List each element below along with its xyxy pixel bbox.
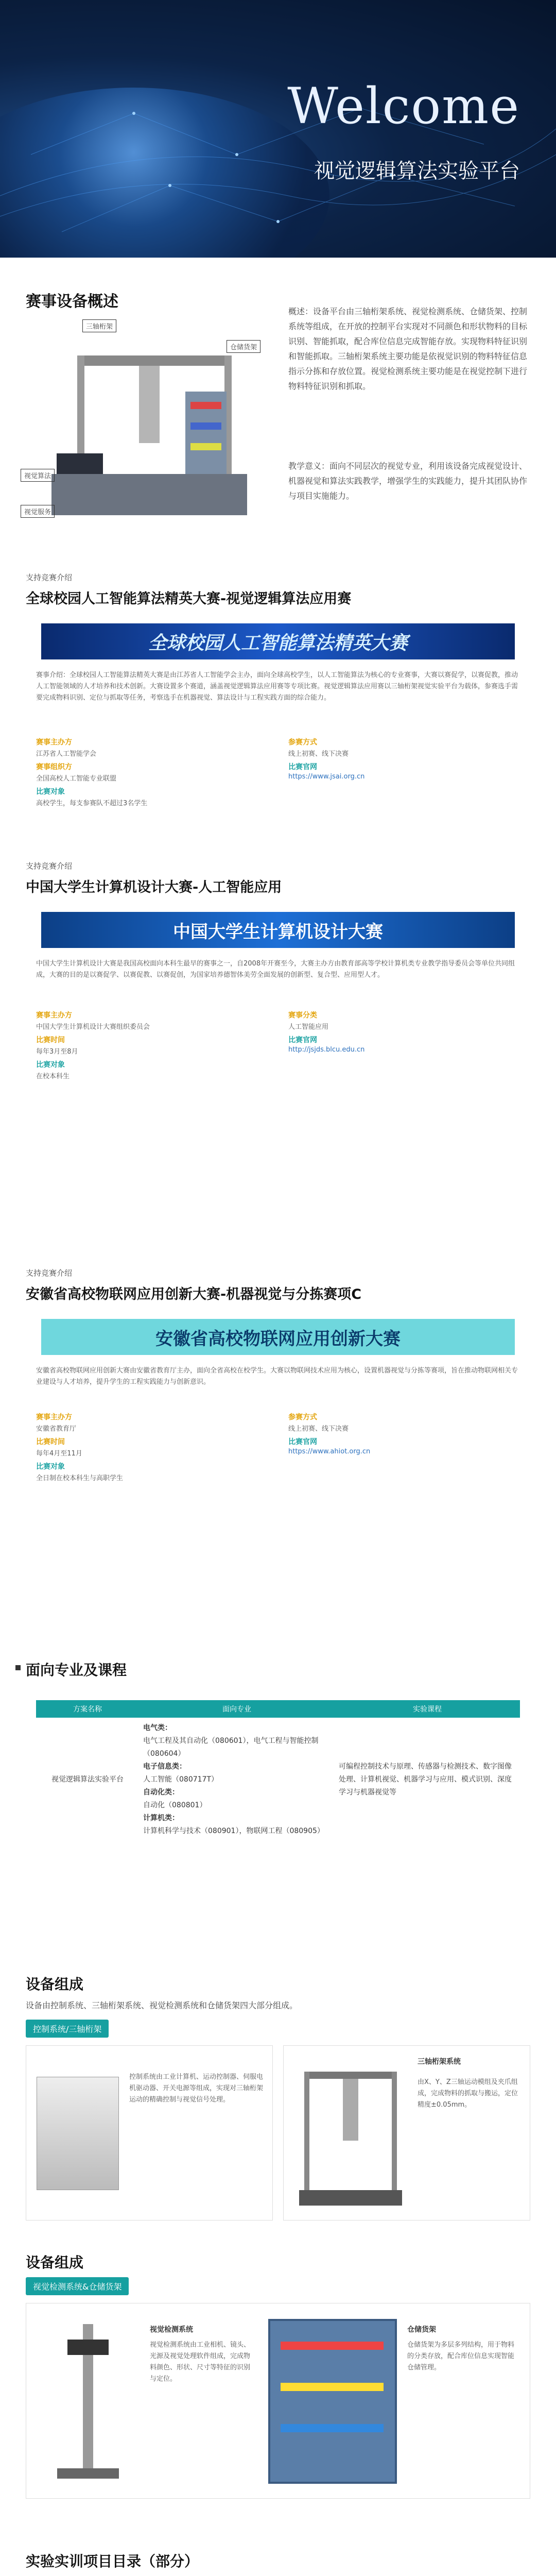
vision-system-image: [37, 2319, 140, 2484]
c1-r1v: 线上初赛、线下决赛: [288, 750, 349, 758]
courses-table: [36, 1700, 520, 1842]
c2-l3: 比赛对象: [36, 1061, 65, 1069]
c1-r1: 参赛方式: [288, 738, 317, 747]
c2-r2: 比赛官网: [288, 1036, 317, 1044]
dev2-desc-1: 视觉检测系统由工业相机、镜头、光源及视觉处理软件组成，完成物料颜色、形状、尺寸等特征的识别与定位。: [150, 2341, 251, 2383]
c1-pre: 支持竞赛介绍: [26, 573, 73, 582]
c1-r2v[interactable]: https://www.jsai.org.cn: [288, 773, 365, 781]
control-box-image: [37, 2077, 119, 2190]
c3-r1v: 线上初赛、线下决赛: [288, 1425, 349, 1433]
courses-title: 面向专业及课程: [26, 1662, 127, 1679]
c1-title: 全球校园人工智能算法精英大赛-视觉逻辑算法应用赛: [26, 591, 352, 607]
dev2-card: [26, 2303, 530, 2499]
major-list: [139, 1718, 335, 1842]
c1-banner: 全球校园人工智能算法精英大赛: [41, 623, 515, 659]
c1-l1v: 江苏省人工智能学会: [36, 750, 97, 758]
major-cat-2: 电子信息类：: [143, 1762, 186, 1771]
c2-r1: 赛事分类: [288, 1011, 317, 1020]
dev2-title: 设备组成: [26, 2254, 84, 2271]
bullet-square: [15, 1665, 21, 1670]
overview-bullet-1: 概述：设备平台由三轴桁架系统、视觉检测系统、仓储货架、控制系统等组成，在开放的控制平台实现对不同颜色和形状物料的目标识别、智能抓取，配合库位信息完成智能存放。实现物料特征识别和智能抓取。三轴桁架系统主要功能是依视觉识别的物料特征信息指示分拣和存放位置。视觉检测系统主要功能是在视觉控制下进行物料特征识别和抓取。: [288, 307, 528, 391]
hero-title: Welcome: [287, 77, 520, 135]
c1-l3v: 高校学生，每支参赛队不超过3名学生: [36, 800, 148, 807]
dev1-intro: 设备由控制系统、三轴桁架系统、视觉检测系统和仓储货架四大部分组成。: [26, 2001, 298, 2010]
th-lesson: 实验课程: [335, 1700, 520, 1718]
c2-r2v[interactable]: http://jsjds.blcu.edu.cn: [288, 1046, 365, 1054]
major-3: 自动化（080801）: [143, 1801, 207, 1809]
c1-l2: 赛事组织方: [36, 763, 72, 771]
lesson-list: 可编程控制技术与原理、传感器与检测技术、数字图像处理、计算机视觉、机器学习与应用、模式识别、深度学习与机器视觉等: [339, 1762, 512, 1797]
hero-banner: [0, 0, 556, 258]
c2-r1v: 人工智能应用: [288, 1023, 329, 1031]
label-shelf: 仓储货架: [227, 340, 260, 353]
dev1-card-1: [26, 2045, 273, 2221]
major-cat-4: 计算机类：: [143, 1814, 179, 1822]
c2-l1: 赛事主办方: [36, 1011, 72, 1020]
th-major: 面向专业: [139, 1700, 335, 1718]
major-cat-3: 自动化类：: [143, 1788, 179, 1797]
overview-bullet-2: 教学意义：面向不同层次的视觉专业，利用该设备完成视觉设计、机器视觉和算法实践教学，增强学生的实践能力，提升其团队协作与项目实施能力。: [288, 461, 528, 501]
c2-l2: 比赛时间: [36, 1036, 65, 1044]
c3-r1: 参赛方式: [288, 1413, 317, 1421]
c3-l1v: 安徽省教育厅: [36, 1425, 77, 1433]
exp-title: 实验实训项目目录（部分）: [26, 2553, 199, 2570]
c3-l3: 比赛对象: [36, 1463, 65, 1471]
c3-title: 安徽省高校物联网应用创新大赛-机器视觉与分拣赛项C: [26, 1286, 362, 1302]
c3-l2v: 每年4月至11月: [36, 1450, 82, 1458]
c2-para: 中国大学生计算机设计大赛是我国高校面向本科生最早的赛事之一，自2008年开赛至今，大赛主办方由教育部高等学校计算机类专业教学指导委员会等单位共同组成，大赛的目的是以赛促学、以赛促教、以赛促创，为国家培养德智体美劳全面发展的创新型、复合型、应用型人才。: [36, 960, 515, 979]
c3-pre: 支持竞赛介绍: [26, 1268, 73, 1278]
dev2-pill: 视觉检测系统&仓储货架: [26, 2277, 129, 2295]
dev2-desc-2: 仓储货架为多层多列结构，用于物料的分类存放，配合库位信息实现智能仓储管理。: [407, 2341, 515, 2371]
c2-l1v: 中国大学生计算机设计大赛组织委员会: [36, 1023, 150, 1031]
c3-r2: 比赛官网: [288, 1438, 317, 1446]
c3-para: 安徽省高校物联网应用创新大赛由安徽省教育厅主办，面向全省高校在校学生。大赛以物联网技术应用为核心，设置机器视觉与分拣等赛项，旨在推动物联网相关专业建设与人才培养，提升学生的工程实践能力与创新意识。: [36, 1367, 518, 1386]
c3-l1: 赛事主办方: [36, 1413, 72, 1421]
c1-para: 赛事介绍：全球校园人工智能算法精英大赛是由江苏省人工智能学会主办，面向全球高校学生，以人工智能算法为核心的专业赛事，大赛以赛促学，以赛促教，推动人工智能领域的人才培养和技术创新。大赛设置多个赛道，涵盖视觉逻辑算法应用赛等专项比赛。视觉逻辑算法应用赛以三轴桁架视觉实验平台为载体，参赛选手需要完成物料识别、定位与抓取等任务，考察选手在机器视觉、算法设计与工程实践方面的综合能力。: [36, 671, 518, 702]
c2-banner: 中国大学生计算机设计大赛: [41, 912, 515, 948]
c2-l2v: 每年3月至8月: [36, 1048, 78, 1056]
c3-l3v: 全日制在校本科生与高职学生: [36, 1475, 124, 1482]
c1-l3: 比赛对象: [36, 788, 65, 796]
c2-pre: 支持竞赛介绍: [26, 861, 73, 871]
major-4: 计算机科学与技术（080901），物联网工程（080905）: [143, 1827, 324, 1835]
th-name: 方案名称: [36, 1700, 139, 1718]
c1-l2v: 全国高校人工智能专业联盟: [36, 775, 117, 783]
label-vision-algo: 视觉算法: [21, 469, 55, 482]
c3-l2: 比赛时间: [36, 1438, 65, 1446]
label-vision-service: 视觉服务: [21, 505, 55, 518]
c3-banner: 安徽省高校物联网应用创新大赛: [41, 1319, 515, 1355]
dev2-name1: 视觉检测系统: [150, 2326, 193, 2334]
dev1-name2: 三轴桁架系统: [418, 2058, 461, 2066]
dev1-title: 设备组成: [26, 1976, 84, 1993]
c3-r2v[interactable]: https://www.ahiot.org.cn: [288, 1448, 371, 1455]
dev1-pill: 控制系统/三轴桁架: [26, 2020, 109, 2038]
major-1: 电气工程及其自动化（080601），电气工程与智能控制（080604）: [143, 1737, 319, 1758]
hero-subtitle: 视觉逻辑算法实验平台: [314, 159, 520, 183]
dev1-desc-1: 控制系统由工业计算机、运动控制器、伺服电机驱动器、开关电源等组成，实现对三轴桁架运动的精确控制与视觉信号处理。: [129, 2073, 264, 2104]
major-2: 人工智能（080717T）: [143, 1775, 218, 1784]
label-gantry: 三轴桁架: [82, 319, 116, 332]
dev1-desc-2: 由X、Y、Z三轴运动模组及夹爪组成，完成物料的抓取与搬运，定位精度±0.05mm。: [418, 2078, 518, 2109]
c1-r2: 比赛官网: [288, 763, 317, 771]
c2-title: 中国大学生计算机设计大赛-人工智能应用: [26, 879, 282, 895]
major-cat-1: 电气类：: [143, 1724, 172, 1732]
shelf-image: [268, 2319, 397, 2484]
c2-l3v: 在校本科生: [36, 1073, 70, 1080]
dev1-card-2: [283, 2045, 530, 2221]
course-name: 视觉逻辑算法实验平台: [51, 1775, 124, 1784]
c1-l1: 赛事主办方: [36, 738, 72, 747]
overview-title: 赛事设备概述: [26, 293, 118, 311]
dev2-name2: 仓储货架: [407, 2326, 436, 2334]
gantry-image: [294, 2061, 407, 2211]
